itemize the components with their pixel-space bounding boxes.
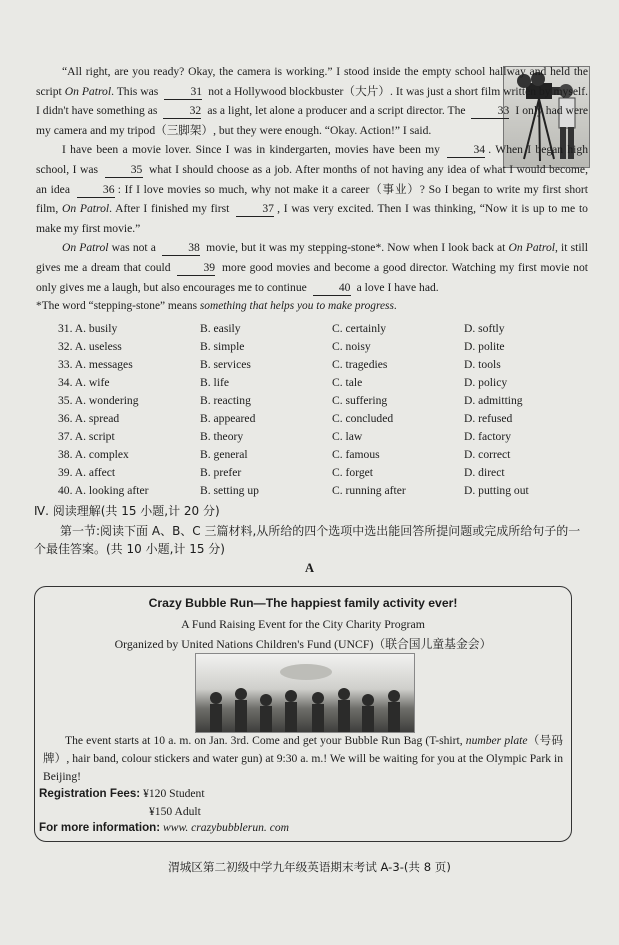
option-b: B. general [200,448,248,461]
option-c: C. tragedies [332,358,388,371]
option-b: B. services [200,358,251,371]
option-d: D. tools [464,358,501,371]
option-d: D. factory [464,430,511,443]
blank-35: 35 [105,163,143,178]
option-a: 40. A. looking after [58,484,149,497]
option-row [58,358,588,376]
registration-fees [39,785,205,821]
option-a: 33. A. messages [58,358,133,371]
fee-adult: ¥150 Adult [149,805,201,818]
option-c: C. suffering [332,394,388,407]
option-d: D. softly [464,322,505,335]
passage-paragraph-1 [36,62,588,140]
option-d: D. putting out [464,484,529,497]
option-d: D. correct [464,448,511,461]
text: , I was very excited. Then I was thinking, “Now it is up to me to make my first movie.” [36,202,588,235]
text: . [393,300,397,313]
option-c: C. running after [332,484,406,497]
blank-37: 37 [236,202,274,217]
option-row [58,394,588,412]
option-b: B. reacting [200,394,251,407]
option-b: B. setting up [200,484,259,497]
bubble-run-photo [195,653,415,733]
option-row [58,412,588,430]
fee-student: ¥120 Student [143,787,205,800]
blank-34: 34 [447,143,485,158]
text: , it still gives me a dream that could [36,241,588,274]
number-plate-term: number plate [465,734,528,747]
option-d: D. refused [464,412,513,425]
text: movie, but it was my stepping-stone*. Now when I look back at [203,241,509,255]
blank-33: 33 [471,104,509,119]
footnote [36,297,588,317]
blank-39: 39 [177,261,215,276]
option-row [58,448,588,466]
option-row [58,340,588,358]
text: The event starts at 10 a. m. on Jan. 3rd. Come and get your Bubble Run Bag (T-shirt, [65,734,466,747]
passage-label: A [304,561,315,575]
text: was not a [108,241,160,255]
text: *The word “stepping-stone” means [36,300,200,313]
option-a: 32. A. useless [58,340,122,353]
passage-paragraph-3 [36,238,588,297]
crowd-illustration [196,654,414,732]
option-b: B. simple [200,340,245,353]
film-title: On Patrol [64,84,112,98]
option-c: C. forget [332,466,374,479]
option-a: 31. A. busily [58,322,118,335]
advertisement-box [34,586,572,842]
option-a: 39. A. affect [58,466,116,479]
film-title: On Patrol [508,241,555,255]
cloze-passage [36,62,588,317]
footnote-definition: something that helps you to make progress [199,300,394,313]
option-b: B. life [200,376,229,389]
option-b: B. appeared [200,412,256,425]
text: . After I finished my first [109,202,234,216]
option-a: 35. A. wondering [58,394,139,407]
page-footer: 渭城区第二初级中学九年级英语期末考试 A-3-(共 8 页) [168,860,451,874]
ad-title: Crazy Bubble Run—The happiest family activity ever! [148,596,458,610]
option-d: D. policy [464,376,508,389]
blank-36: 36 [77,183,115,198]
option-b: B. prefer [200,466,242,479]
section-instructions [34,522,590,558]
text: I have been a movie lover. Since I was in kindergarten, movies have been my [62,143,445,157]
option-c: C. tale [332,376,363,389]
film-title: On Patrol [61,202,110,216]
option-a: 38. A. complex [58,448,129,461]
info-label: For more information: [39,821,161,834]
option-d: D. direct [464,466,505,479]
ad-organizer: Organized by United Nations Children's Fund (UNCF)（联合国儿童基金会） [114,637,492,651]
ad-paragraph [43,732,563,786]
option-c: C. noisy [332,340,371,353]
ad-body [43,732,563,786]
fees-label: Registration Fees: [39,787,141,800]
option-row [58,466,588,484]
option-b: B. theory [200,430,244,443]
option-a: 36. A. spread [58,412,120,425]
option-a: 34. A. wife [58,376,110,389]
info-url: www. crazybubblerun. com [163,821,290,834]
blank-31: 31 [164,85,202,100]
text: as a light, let alone a producer and a script director. The [204,104,469,118]
option-c: C. concluded [332,412,394,425]
ad-subtitle: A Fund Raising Event for the City Charity Program [181,617,425,631]
text: not a Hollywood blockbuster（大片）. It was just a short film written by myself. I didn't have something as [36,84,588,118]
instruction-text: 第一节:阅读下面 A、B、C 三篇材料,从所给的四个选项中选出能回答所提问题或完成所给句子的一个最佳答案。(共 10 小题,计 15 分) [34,524,581,556]
film-title: On Patrol [62,241,109,255]
option-b: B. easily [200,322,241,335]
passage-paragraph-2 [36,140,588,238]
text: “All right, are you ready? Okay, the camera is working.” I stood inside the empty school hallway and held the script [36,65,588,98]
option-a: 37. A. script [58,430,115,443]
option-row [58,484,588,502]
blank-38: 38 [162,241,200,256]
option-c: C. famous [332,448,380,461]
text: . When I began high school, I was [36,143,588,176]
text: . This was [111,84,162,98]
option-row [58,430,588,448]
blank-32: 32 [163,104,201,119]
option-d: D. admitting [464,394,523,407]
text: a love I have had. [353,280,439,294]
blank-40: 40 [313,281,351,296]
text: I only had were my camera and my tripod（三脚架）, but they were enough. “Okay. Action!” I said. [36,104,588,137]
answer-options [58,322,588,502]
option-d: D. polite [464,340,505,353]
option-row [58,322,588,340]
more-information [39,821,289,834]
section-heading: Ⅳ. 阅读理解(共 15 小题,计 20 分) [34,504,220,518]
option-c: C. law [332,430,363,443]
text: （号码牌）, hair band, colour stickers and water gun) at 9:30 a. m.! We will be waiting for you at the Olympic Park in Beijing! [43,734,563,783]
option-c: C. certainly [332,322,387,335]
text: more good movies and become a good director. Watching my first movie not only gives me a laugh, but also encourages me to continue [36,260,588,294]
text: what I should choose as a job. After months of not having any idea of what I would become, an idea [36,162,588,196]
option-row [58,376,588,394]
text: : If I love movies so much, why not make it a career（事业）? So I began to write my first short film, [36,182,588,216]
